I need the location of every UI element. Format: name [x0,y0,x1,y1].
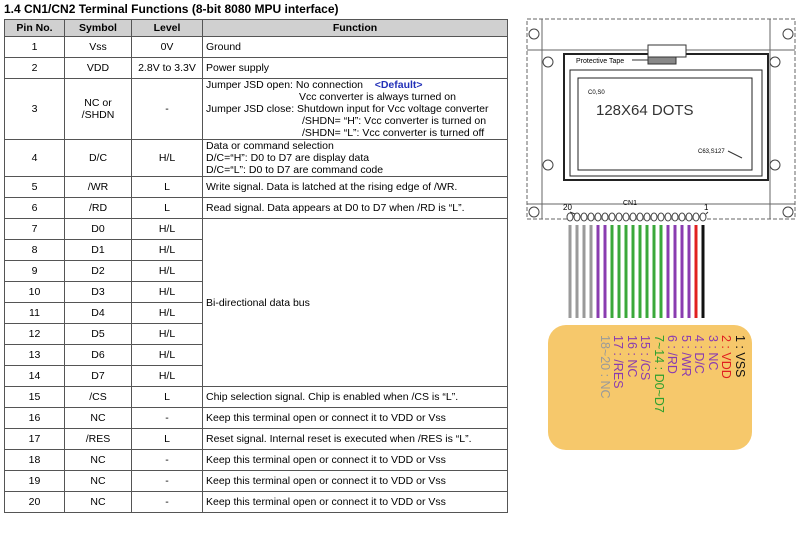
pin-cell: 3 [5,79,65,140]
function-cell: Chip selection signal. Chip is enabled when /CS is “L”. [203,387,508,408]
mount-hole [543,160,553,170]
pin-cell: 17 [5,429,65,450]
c0s0-label: C0,S0 [588,90,605,96]
level-cell: - [132,471,203,492]
mount-hole [543,57,553,67]
mount-hole [770,160,780,170]
pin-cell: 4 [5,140,65,177]
terminal-table [4,19,508,513]
pin-cell: 10 [5,282,65,303]
connector-pad [602,213,608,221]
connector-pad [693,213,699,221]
table-row [5,58,508,79]
connector-pad [588,213,594,221]
function-cell: Power supply [203,58,508,79]
pin4-line2: D/C=“H”: D0 to D7 are display data [206,152,370,164]
display-frame-inner [570,70,762,176]
connector-pad [658,213,664,221]
connector-pad [616,213,622,221]
function-cell [203,140,508,177]
symbol-cell: NC or /SHDN [65,79,132,140]
level-cell: H/L [132,240,203,261]
level-cell: H/L [132,324,203,345]
pin-cell: 15 [5,387,65,408]
symbol-cell: /RD [65,198,132,219]
connector-pad [700,213,706,221]
c63-leader [728,151,742,158]
symbol-cell: VDD [65,58,132,79]
table-row [5,471,508,492]
mount-hole [529,207,539,217]
pin4-line1: Data or command selection [206,140,334,152]
pin3-line4: /SHDN= “H”: Vcc converter is turned on [302,115,487,127]
function-cell: Read signal. Data appears at D0 to D7 when /RD is “L”. [203,198,508,219]
level-cell: H/L [132,261,203,282]
cn1-label: CN1 [623,200,638,207]
table-row [5,219,508,240]
pin3-line5: /SHDN= “L”: Vcc converter is turned off [302,127,485,139]
table-row [5,37,508,58]
pin-label: 1 : VSS [733,335,747,378]
dots-label: 128X64 DOTS [596,102,694,119]
level-cell: H/L [132,219,203,240]
table-row [5,387,508,408]
table-row [5,450,508,471]
function-cell: Keep this terminal open or connect it to VDD or Vss [203,492,508,513]
level-cell: H/L [132,303,203,324]
pin-cell: 11 [5,303,65,324]
default-tag: <Default> [374,79,423,91]
pin-cell: 6 [5,198,65,219]
level-cell: H/L [132,282,203,303]
function-cell: Keep this terminal open or connect it to VDD or Vss [203,450,508,471]
pin3-line1: Jumper JSD open: No connection <Default> [206,79,423,91]
connector-pad [581,213,587,221]
connector-pad [609,213,615,221]
pin-cell: 2 [5,58,65,79]
symbol-cell: D0 [65,219,132,240]
mount-hole [770,57,780,67]
level-cell: - [132,408,203,429]
level-cell: - [132,450,203,471]
table-row [5,79,508,140]
level-cell: L [132,429,203,450]
connector-pad [665,213,671,221]
pin-label: 18~20 : NC [598,335,612,399]
symbol-cell: D3 [65,282,132,303]
level-cell: H/L [132,366,203,387]
pin3-line2: Vcc converter is always turned on [299,91,456,103]
symbol-cell: D5 [65,324,132,345]
function-cell: Ground [203,37,508,58]
pin-cell: 18 [5,450,65,471]
symbol-cell: /WR [65,177,132,198]
table-row [5,140,508,177]
pin-label: 17 : /RES [611,335,626,389]
mount-hole [529,29,539,39]
pin-20-label: 20 [563,203,572,212]
level-cell: H/L [132,140,203,177]
connector-pad [595,213,601,221]
pin-cell: 9 [5,261,65,282]
connector-pads [567,213,706,221]
ribbon-wires [570,225,703,318]
level-cell: - [132,492,203,513]
connector-pad [637,213,643,221]
symbol-cell: D2 [65,261,132,282]
connector-pad [623,213,629,221]
pin-cell: 7 [5,219,65,240]
function-cell [203,79,508,140]
pin-1-arrow [706,212,708,214]
pin-cell: 13 [5,345,65,366]
function-cell: Keep this terminal open or connect it to VDD or Vss [203,408,508,429]
table-row [5,492,508,513]
function-cell: Reset signal. Internal reset is executed when /RES is “L”. [203,429,508,450]
header-function: Function [203,20,508,37]
symbol-cell: /CS [65,387,132,408]
level-cell: L [132,177,203,198]
function-cell: Keep this terminal open or connect it to VDD or Vss [203,471,508,492]
symbol-cell: D4 [65,303,132,324]
header-symbol: Symbol [65,20,132,37]
function-cell: Write signal. Data is latched at the rising edge of /WR. [203,177,508,198]
pin-cell: 14 [5,366,65,387]
symbol-cell: NC [65,450,132,471]
connector-pad [651,213,657,221]
level-cell: - [132,79,203,140]
c63s127-label: C63,S127 [698,149,725,155]
connector-pad [686,213,692,221]
symbol-cell: D7 [65,366,132,387]
table-row [5,408,508,429]
mount-hole [783,207,793,217]
pin-label: 16 : NC [625,335,639,378]
mount-hole [783,29,793,39]
pin-label: 3 : NC [706,335,720,371]
pin-label: 2 : VDD [719,335,734,379]
pin-cell: 5 [5,177,65,198]
lcd-module-diagram [520,0,800,541]
pin-label: 6 : /RD [665,335,680,374]
symbol-cell: D1 [65,240,132,261]
level-cell: 0V [132,37,203,58]
pin-cell: 20 [5,492,65,513]
table-row [5,177,508,198]
connector-pad [679,213,685,221]
table-row [5,429,508,450]
header-pin: Pin No. [5,20,65,37]
pin-cell: 19 [5,471,65,492]
pin-cell: 1 [5,37,65,58]
pin-label-card [548,325,752,450]
tape-hatch [648,57,676,64]
table-row [5,198,508,219]
pin-label: 4 : D/C [692,335,707,374]
pin-label: 7~14 : D0~D7 [652,335,666,413]
connector-pad [672,213,678,221]
pin3-line3: Jumper JSD close: Shutdown input for Vcc voltage converter [206,103,489,115]
level-cell: H/L [132,345,203,366]
symbol-cell: D6 [65,345,132,366]
pin-label: 5 : /WR [679,335,693,377]
tape-tab [648,45,686,57]
pin-1-label: 1 [704,203,709,212]
pin-cell: 16 [5,408,65,429]
connector-pad [574,213,580,221]
pin-cell: 12 [5,324,65,345]
pin4-line3: D/C=“L”: D0 to D7 are command code [206,164,384,176]
symbol-cell: NC [65,492,132,513]
level-cell: L [132,387,203,408]
pin-label: 15 : /CS [638,335,653,381]
header-level: Level [132,20,203,37]
connector-pad [630,213,636,221]
function-cell-data-bus: Bi-directional data bus [203,219,508,387]
symbol-cell: NC [65,471,132,492]
table-header-row [5,20,508,37]
symbol-cell: /RES [65,429,132,450]
pin-cell: 8 [5,240,65,261]
symbol-cell: NC [65,408,132,429]
connector-pad [644,213,650,221]
page-title: 1.4 CN1/CN2 Terminal Functions (8-bit 8080 MPU interface) [4,2,339,16]
protective-tape-label: Protective Tape [576,58,625,65]
symbol-cell: Vss [65,37,132,58]
level-cell: L [132,198,203,219]
connector-pad [567,213,573,221]
pin-label-list [548,325,752,450]
symbol-cell: D/C [65,140,132,177]
level-cell: 2.8V to 3.3V [132,58,203,79]
